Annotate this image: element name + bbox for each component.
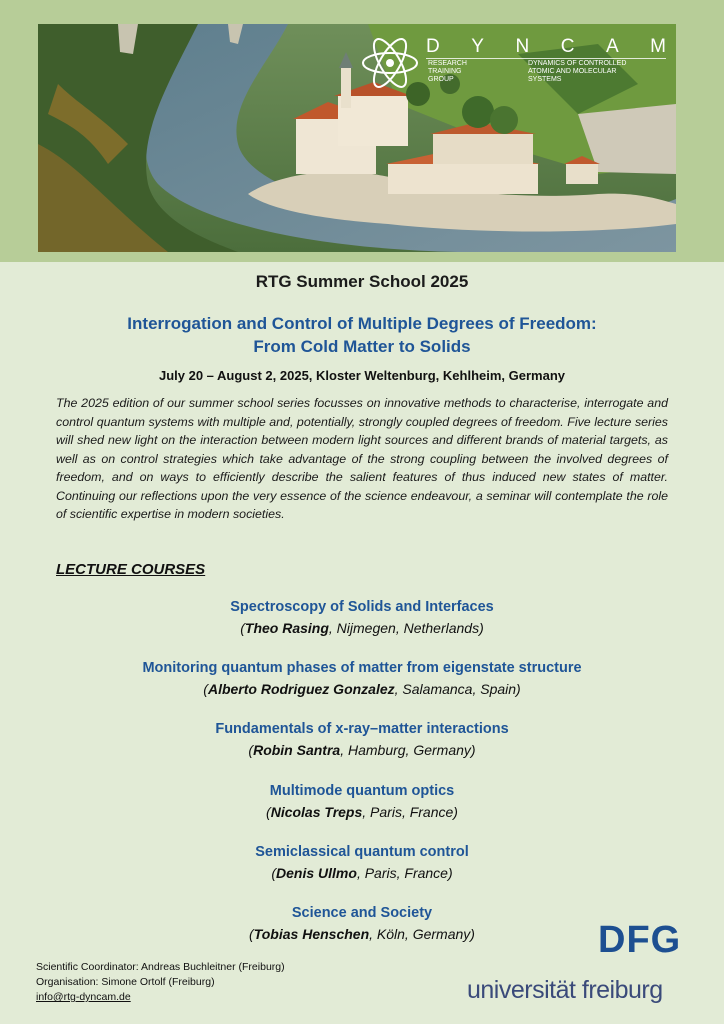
course-location: , Köln, Germany) (369, 926, 475, 942)
title-line-1: Interrogation and Control of Multiple Degrees of Freedom: (127, 314, 597, 333)
course-location: , Salamanca, Spain) (394, 681, 521, 697)
organisation-line: Organisation: Simone Ortolf (Freiburg) (36, 976, 215, 988)
dfg-logo-text: DFG (598, 920, 682, 956)
logo-letter: C (560, 36, 575, 57)
course-speaker-line: (Denis Ullmo, Paris, France) (271, 865, 453, 881)
course-title: Fundamentals of x-ray–matter interactions (215, 721, 509, 737)
dfg-logo (598, 920, 700, 956)
university-freiburg-logo: universität freiburg (467, 976, 663, 1004)
contact-email-link[interactable]: info@rtg-dyncam.de (36, 991, 131, 1003)
course-item (0, 719, 724, 761)
course-location: , Hamburg, Germany) (340, 742, 476, 758)
course-title: Spectroscopy of Solids and Interfaces (230, 599, 494, 615)
coordinator-line: Scientific Coordinator: Andreas Buchleitner (Freiburg) (36, 961, 285, 973)
title-line-2: From Cold Matter to Solids (253, 337, 471, 356)
course-item (0, 658, 724, 700)
course-speaker: Robin Santra (253, 742, 341, 758)
logo-letter: M (650, 36, 666, 57)
logo-letter: A (605, 36, 619, 57)
course-item (0, 597, 724, 639)
school-name: RTG Summer School 2025 (255, 272, 469, 291)
course-title: Science and Society (291, 905, 433, 921)
course-speaker: Theo Rasing (244, 620, 329, 636)
course-speaker-line: (Robin Santra, Hamburg, Germany) (248, 742, 476, 758)
course-speaker: Denis Ullmo (276, 865, 357, 881)
school-title (0, 312, 724, 358)
lecture-courses-heading: LECTURE COURSES (56, 561, 206, 578)
course-location: , Paris, France) (362, 804, 458, 820)
logo-letter: N (515, 36, 530, 57)
header-banner (0, 0, 724, 262)
atom-icon (360, 36, 420, 90)
intro-paragraph: The 2025 edition of our summer school series focusses on innovative methods to characterise, interrogate and control quantum systems with multiple and, potentially, strongly coupled degrees of freedom. Five lecture series will shed new light on the interaction between modern light sources and different brands of material targets, as well as on control strategies which take advantage of the strong coupling between the involved degrees of freedom, and on ways to efficiently describe the salient features of thus induced new states of matter. Continuing our reflections upon the very essence of the science endeavour, a seminar will contemplate the role of scientific expertise in modern societies. (56, 396, 668, 521)
dates-location: July 20 – August 2, 2025, Kloster Weltenburg, Kehlheim, Germany (158, 368, 565, 383)
logo-divider (426, 58, 666, 59)
course-speaker: Nicolas Treps (270, 804, 363, 820)
logo-subtitle-right: DYNAMICS OF CONTROLLED ATOMIC AND MOLECULAR SYSTEMS (528, 60, 627, 83)
course-speaker: Tobias Henschen (253, 926, 370, 942)
course-location: , Paris, France) (356, 865, 453, 881)
course-speaker-line: (Tobias Henschen, Köln, Germany) (249, 926, 475, 942)
logo-letter: Y (471, 36, 484, 57)
course-item (0, 781, 724, 823)
logo-subtitle-left: RESEARCH TRAINING GROUP (428, 60, 467, 83)
contact-footer (36, 960, 285, 1005)
course-speaker-line: (Theo Rasing, Nijmegen, Netherlands) (240, 620, 484, 636)
course-title: Multimode quantum optics (269, 783, 455, 799)
course-location: , Nijmegen, Netherlands) (328, 620, 484, 636)
course-title: Monitoring quantum phases of matter from eigenstate structure (142, 660, 582, 676)
logo-wordmark (426, 36, 666, 58)
course-speaker-line: (Nicolas Treps, Paris, France) (266, 804, 458, 820)
course-title: Semiclassical quantum control (255, 844, 469, 860)
course-speaker-line: (Alberto Rodriguez Gonzalez, Salamanca, Spain) (203, 681, 521, 697)
dyncam-logo (360, 36, 670, 94)
course-speaker: Alberto Rodriguez Gonzalez (207, 681, 395, 697)
course-item (0, 842, 724, 884)
logo-letter: D (426, 36, 440, 57)
